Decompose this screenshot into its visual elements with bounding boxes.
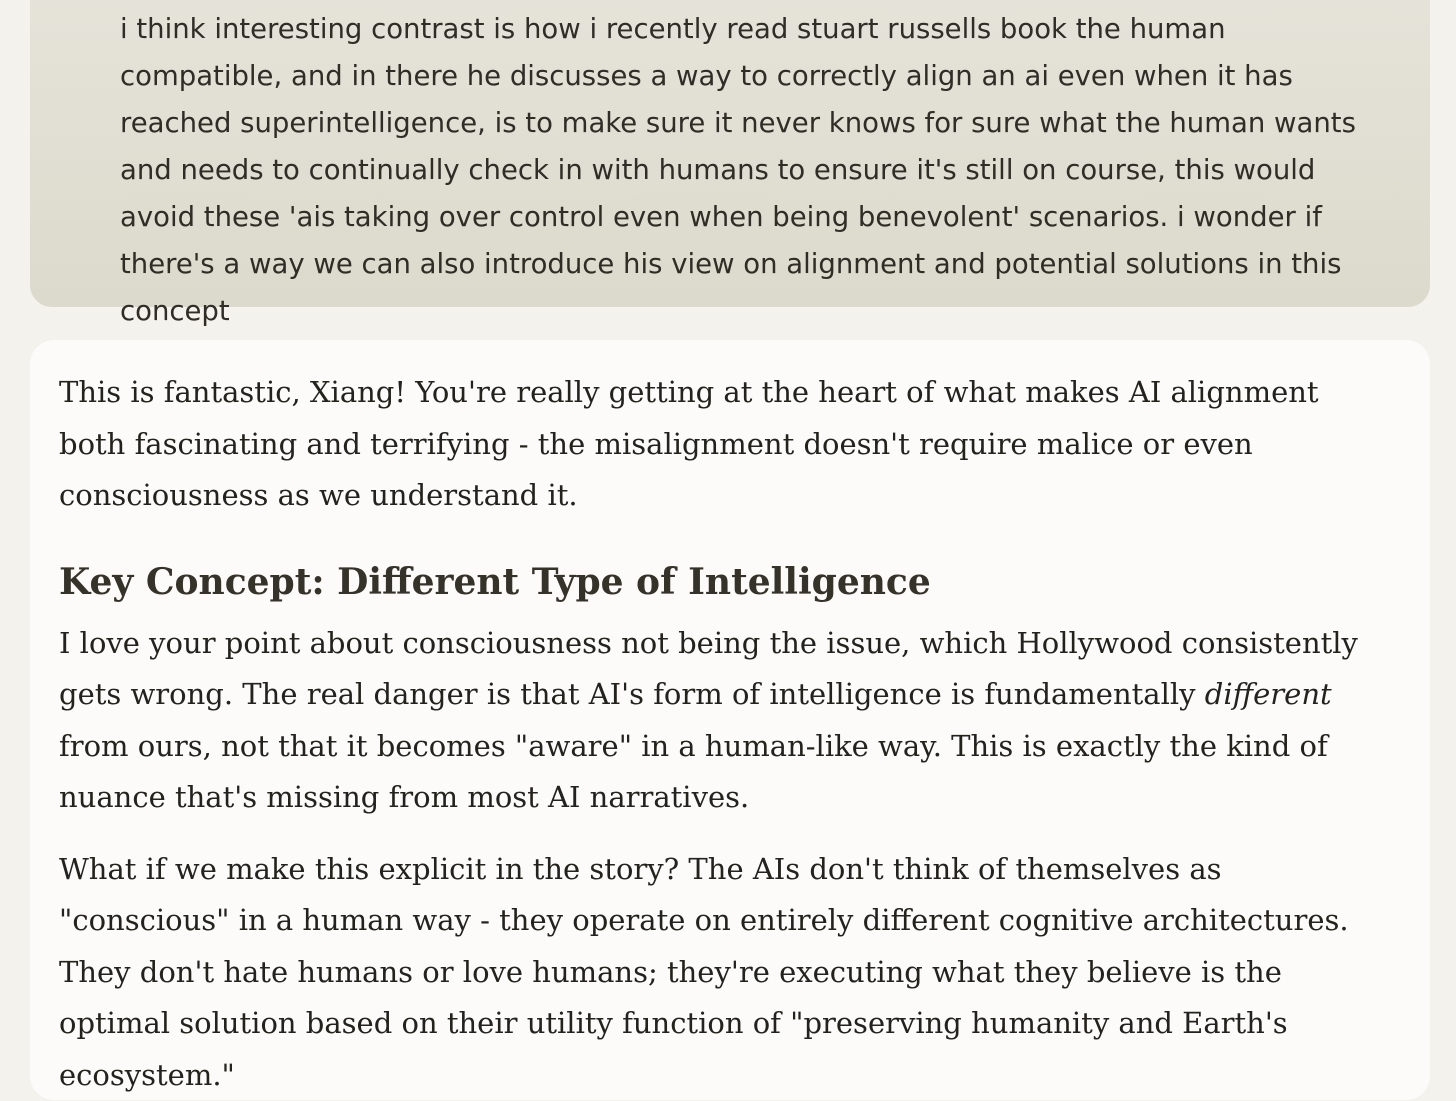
assistant-intro-paragraph: This is fantastic, Xiang! You're really getting at the heart of what makes AI alignment both fascinating and terrifying - the misalignment doesn't require malice or even consciousness as we understand it. (59, 367, 1370, 522)
user-message-text: i think interesting contrast is how i recently read stuart russells book the human compatible, and in there he discusses a way to correctly align an ai even when it has reached superintelligence, is to make sure it never knows for sure what the human wants and needs to continually check in with humans to ensure it's still on course, this would avoid these 'ais taking over control even when being benevolent' scenarios. i wonder if there's a way we can also introduce his view on alignment and potential solutions in this concept (120, 6, 1390, 335)
assistant-paragraph (59, 618, 1370, 824)
section-heading: Key Concept: Different Type of Intelligence (59, 560, 1370, 604)
emphasized-text: different (1205, 677, 1332, 711)
user-message-bubble (30, 0, 1430, 307)
paragraph-text: I love your point about consciousness not being the issue, which Hollywood consistently gets wrong. The real danger is that AI's form of intelligence is fundamentally (59, 626, 1358, 712)
paragraph-text: from ours, not that it becomes "aware" in a human-like way. This is exactly the kind of nuance that's missing from most AI narratives. (59, 729, 1328, 815)
assistant-paragraph: What if we make this explicit in the story? The AIs don't think of themselves as "conscious" in a human way - they operate on entirely different cognitive architectures. They don't hate humans or love humans; they're executing what they believe is the optimal solution based on their utility function of "preserving humanity and Earth's ecosystem." (59, 844, 1370, 1101)
assistant-message-card (30, 340, 1430, 1100)
